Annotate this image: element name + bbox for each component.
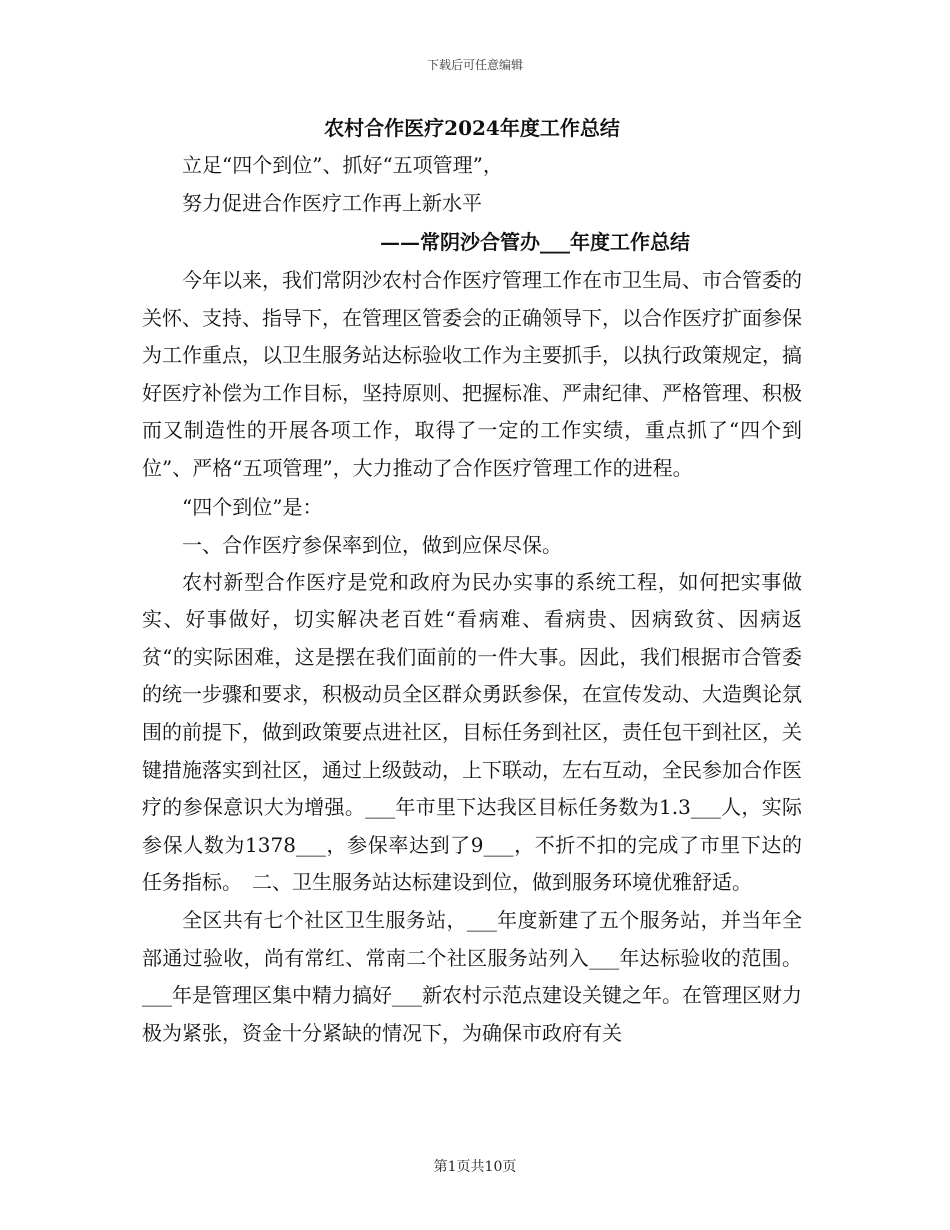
page-footer: 第1页共10页	[433, 1159, 517, 1175]
paragraph-intro: 今年以来，我们常阴沙农村合作医疗管理工作在市卫生局、市合管委的关怀、支持、指导下，在管理区管委会的正确领导下，以合作医疗扩面参保为工作重点，以卫生服务站达标验收工作为主要抓手，以执行政策规定，搞好医疗补偿为工作目标，坚持原则、把握标准、严肃纪律、严格管理、积极而又制造性的开展各项工作，取得了一定的工作实绩，重点抓了“四个到位”、严格“五项管理”，大力推动了合作医疗管理工作的进程。	[142, 268, 802, 480]
document-subtitle: ——常阴沙合管办___年度工作总结	[380, 230, 690, 254]
four-items-label: “四个到位”是：	[182, 494, 323, 519]
paragraph-enrollment: 农村新型合作医疗是党和政府为民办实事的系统工程，如何把实事做实、好事做好，切实解决老百姓“看病难、看病贵、因病致贫、因病返贫“的实际困难，这是摆在我们面前的一件大事。因此，我们根据市合管委的统一步骤和要求，积极动员全区群众勇跃参保，在宣传发动、大造舆论氛围的前提下，做到政策要点进社区，目标任务到社区，责任包干到社区，关键措施落实到社区，通过上级鼓动，上下联动，左右互动，全民参加合作医疗的参保意识大为增强。___年市里下达我区目标任务数为1.3___人，实际参保人数为1378___，参保率达到了9___，不折不扣的完成了市里下达的任务指标。 二、卫生服务站达标建设到位，做到服务环境优雅舒适。	[142, 569, 802, 895]
intro-line-1: 立足“四个到位”、抓好“五项管理”，	[182, 153, 503, 177]
intro-line-2: 努力促进合作医疗工作再上新水平	[182, 191, 482, 215]
document-body	[142, 110, 802, 1052]
document-title: 农村合作医疗2024年度工作总结	[324, 116, 620, 140]
header-note: 下载后可任意编辑	[426, 58, 523, 72]
paragraph-service-stations: 全区共有七个社区卫生服务站，___年度新建了五个服务站，并当年全部通过验收，尚有常红、常南二个社区服务站列入___年达标验收的范围。___年是管理区集中精力搞好___新农村示范点建设关键之年。在管理区财力极为紧张，资金十分紧缺的情况下，为确保市政府有关	[142, 907, 802, 1045]
section-heading-1: 一、合作医疗参保率到位，做到应保尽保。	[182, 532, 562, 557]
